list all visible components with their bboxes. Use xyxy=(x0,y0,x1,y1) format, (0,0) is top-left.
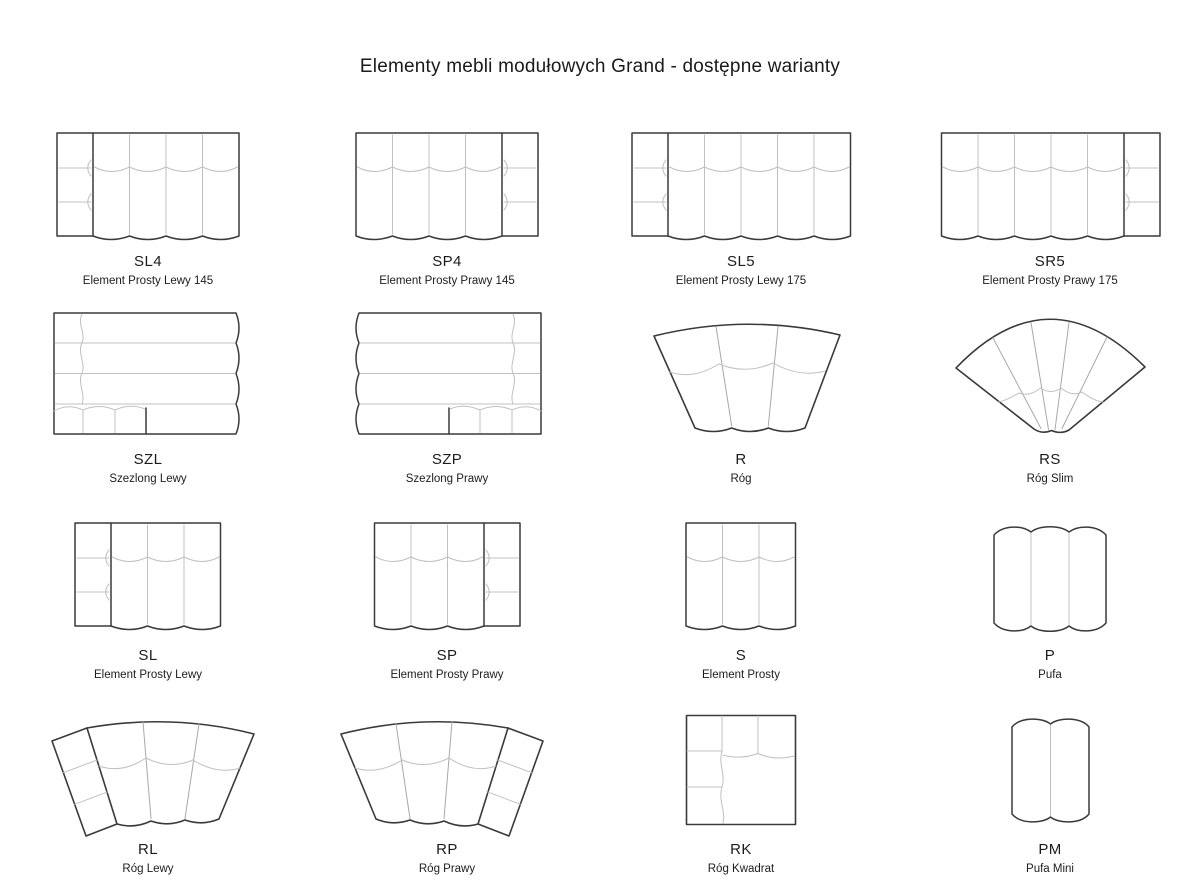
module-code: SP xyxy=(436,647,458,664)
module-description: Róg xyxy=(730,473,752,485)
module-code: RK xyxy=(730,841,752,858)
module-code: SZL xyxy=(133,451,163,468)
module-description: Róg Slim xyxy=(1026,473,1074,485)
sofa-module-diagram xyxy=(351,308,543,438)
module-cell-rp xyxy=(307,701,587,876)
module-description: Element Prosty Prawy 145 xyxy=(379,275,515,287)
sofa-module-diagram xyxy=(993,517,1107,635)
module-code: S xyxy=(735,647,747,664)
module-cell-rk xyxy=(601,701,881,876)
module-description: Róg Prawy xyxy=(418,863,476,875)
module-cell-s xyxy=(601,517,881,682)
module-cell-sr5 xyxy=(910,131,1190,288)
module-description: Element Prosty Prawy xyxy=(390,669,504,681)
module-cell-szl xyxy=(8,308,288,486)
module-cell-sl xyxy=(8,517,288,682)
module-cell-sp xyxy=(307,517,587,682)
module-description: Element Prosty Lewy 175 xyxy=(675,275,807,287)
module-code: P xyxy=(1044,647,1056,664)
sofa-module-diagram xyxy=(355,131,539,245)
module-description: Element Prosty xyxy=(702,669,780,681)
module-code: R xyxy=(735,451,747,468)
module-description: Róg Kwadrat xyxy=(707,863,775,875)
sofa-module-diagram xyxy=(373,517,521,635)
module-code: SL xyxy=(138,647,158,664)
module-cell-p xyxy=(910,517,1190,682)
sofa-module-diagram xyxy=(336,701,558,839)
sofa-module-diagram xyxy=(631,131,852,245)
module-cell-sl5 xyxy=(601,131,881,288)
module-code: SL5 xyxy=(727,253,755,270)
sofa-module-diagram xyxy=(1011,701,1090,839)
module-description: Element Prosty Prawy 175 xyxy=(982,275,1118,287)
module-description: Element Prosty Lewy xyxy=(93,669,202,681)
module-description: Element Prosty Lewy 145 xyxy=(82,275,214,287)
sofa-module-diagram xyxy=(74,517,222,635)
sofa-module-diagram xyxy=(940,131,1161,245)
page-title: Elementy mebli modułowych Grand - dostępne warianty xyxy=(359,56,841,77)
module-code: SL4 xyxy=(134,253,162,270)
module-cell-r xyxy=(601,308,881,486)
module-cell-pm xyxy=(910,701,1190,876)
sofa-module-diagram xyxy=(685,517,797,635)
sofa-module-diagram xyxy=(640,308,843,438)
module-description: Pufa xyxy=(1038,669,1062,681)
module-code: PM xyxy=(1038,841,1062,858)
sofa-module-diagram xyxy=(52,308,244,438)
module-cell-szp xyxy=(307,308,587,486)
module-code: SP4 xyxy=(432,253,462,270)
sofa-module-diagram xyxy=(685,701,797,839)
sofa-module-diagram xyxy=(954,308,1147,438)
module-cell-sp4 xyxy=(307,131,587,288)
module-cell-rl xyxy=(8,701,288,876)
module-code: RP xyxy=(436,841,458,858)
module-code: SR5 xyxy=(1034,253,1066,270)
module-cell-rs xyxy=(910,308,1190,486)
module-cell-sl4 xyxy=(8,131,288,288)
module-description: Szezlong Lewy xyxy=(109,473,187,485)
module-description: Szezlong Prawy xyxy=(405,473,489,485)
module-code: RS xyxy=(1039,451,1061,468)
module-code: RL xyxy=(138,841,158,858)
sofa-module-diagram xyxy=(37,701,259,839)
module-description: Pufa Mini xyxy=(1026,863,1074,875)
module-description: Róg Lewy xyxy=(122,863,174,875)
module-code: SZP xyxy=(431,451,463,468)
sofa-module-diagram xyxy=(56,131,240,245)
